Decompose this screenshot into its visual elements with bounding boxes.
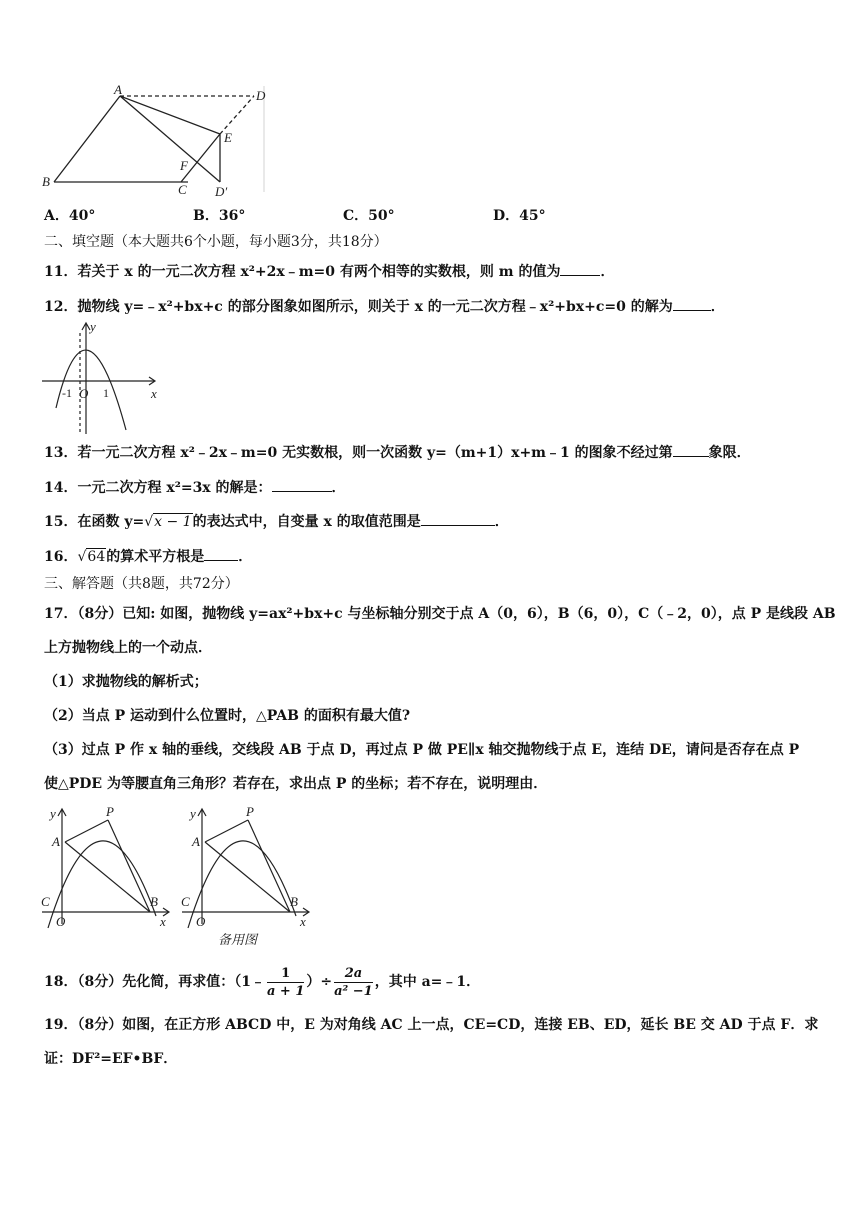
question-12 xyxy=(44,296,725,317)
q18-fraction-2 xyxy=(334,965,373,1000)
q18-pre: 18．（8分）先化简，再求值：（1﹣ xyxy=(44,974,265,990)
label-d: D xyxy=(256,88,266,103)
fig17-o: O xyxy=(56,914,66,929)
option-b: B．36° xyxy=(193,208,246,224)
fig17b-y: y xyxy=(190,806,196,821)
question-13 xyxy=(44,442,751,463)
q13-text: 13．若一元二次方程 x²﹣2x﹣m=0 无实数根，则一次函数 y=（m+1）x+m﹣1 的图象不经过第 xyxy=(44,445,673,461)
q16-blank xyxy=(204,546,238,561)
figure-q17-main xyxy=(38,800,178,935)
fig17b-o: O xyxy=(196,914,206,929)
q16-radicand: 64 xyxy=(87,549,106,565)
q18-f1-num: 1 xyxy=(267,965,304,983)
fig17-y: y xyxy=(50,806,56,821)
figure-q17-spare xyxy=(178,800,318,950)
section-answer-heading: 三、解答题（共8题，共72分） xyxy=(44,576,239,592)
q17-part3-line2: 使△PDE 为等腰直角三角形？若存在，求出点 P 的坐标；若不存在，说明理由． xyxy=(44,776,548,792)
fig17b-b: B xyxy=(290,894,298,909)
label-c: C xyxy=(178,182,187,197)
q16-number: 16． xyxy=(44,549,78,565)
q17-line2: 上方抛物线上的一个动点． xyxy=(44,640,212,656)
q12-end: ． xyxy=(710,299,725,315)
fig17-b: B xyxy=(150,894,158,909)
fig12-y: y xyxy=(90,319,96,334)
q15-pre: 15．在函数 y= xyxy=(44,514,145,530)
fig12-one: 1 xyxy=(103,386,109,400)
q16-post: 的算术平方根是 xyxy=(106,549,205,565)
fig17-p: P xyxy=(106,804,114,819)
question-18 xyxy=(44,962,480,1002)
fig17-c: C xyxy=(41,894,50,909)
figure-q12 xyxy=(38,318,168,438)
q18-post: ，其中 a=﹣1． xyxy=(374,974,481,990)
section-fill-in-heading: 二、填空题（本大题共6个小题，每小题3分，共18分） xyxy=(44,234,388,250)
question-16: 16．√64的算术平方根是 ． xyxy=(44,546,252,567)
fig17b-x: x xyxy=(300,914,306,929)
q12-blank xyxy=(673,296,711,311)
fig17b-c: C xyxy=(181,894,190,909)
figure-q10 xyxy=(38,82,270,200)
q15-radicand: x − 1 xyxy=(154,514,192,530)
q18-f1-den: a + 1 xyxy=(266,983,305,999)
label-e: E xyxy=(224,130,232,145)
fig17b-a: A xyxy=(192,834,200,849)
q16-end: ． xyxy=(238,549,253,565)
q12-text: 12．抛物线 y=﹣x²+bx+c 的部分图象如图所示，则关于 x 的一元二次方程﹣x²+bx+c=0 的解为 xyxy=(44,299,673,315)
fig17-caption: 备用图 xyxy=(218,932,258,947)
question-15: 15．在函数 y=√x − 1的表达式中，自变量 x 的取值范围是 ． xyxy=(44,511,509,532)
question-11 xyxy=(44,261,614,282)
label-f: F xyxy=(180,158,188,173)
q19-line1: 19．（8分）如图，在正方形 ABCD 中，E 为对角线 AC 上一点，CE=CD，连接 EB、ED，延长 BE 交 AD 于点 F．求 xyxy=(44,1017,819,1033)
fig12-minus-one: -1 xyxy=(62,386,72,400)
q11-text: 11．若关于 x 的一元二次方程 x²+2x﹣m=0 有两个相等的实数根，则 m 的值为 xyxy=(44,264,561,280)
q17-part1: （1）求抛物线的解析式； xyxy=(44,674,208,690)
q15-blank xyxy=(421,511,495,526)
fig12-x: x xyxy=(151,386,157,401)
q18-f2-den: a² −1 xyxy=(334,983,373,999)
fig17-x: x xyxy=(160,914,166,929)
q18-mid: ）÷ xyxy=(306,974,333,990)
q11-end: ． xyxy=(600,264,615,280)
q19-line2: 证：DF²=EF•BF． xyxy=(44,1051,178,1067)
fig12-origin: O xyxy=(79,386,89,401)
fig17b-p: P xyxy=(246,804,254,819)
q17-part3-line1: （3）过点 P 作 x 轴的垂线，交线段 AB 于点 D，再过点 P 做 PE∥x 轴交抛物线于点 E，连结 DE，请问是否存在点 P xyxy=(44,742,800,758)
q13-end: 象限． xyxy=(708,445,751,461)
q18-fraction-1 xyxy=(267,965,304,1000)
label-a: A xyxy=(114,82,122,97)
question-14 xyxy=(44,477,346,498)
fig17-a: A xyxy=(52,834,60,849)
option-d: D．45° xyxy=(493,208,546,224)
q15-post: 的表达式中，自变量 x 的取值范围是 xyxy=(192,514,421,530)
q18-f2-num: 2a xyxy=(334,965,373,983)
label-b: B xyxy=(42,174,50,189)
q11-blank xyxy=(560,261,600,276)
q13-blank xyxy=(673,442,709,457)
q14-text: 14．一元二次方程 x²=3x 的解是： xyxy=(44,480,272,496)
q17-line1: 17．（8分）已知: 如图，抛物线 y=ax²+bx+c 与坐标轴分别交于点 A（0，6），B（6，0），C（﹣2，0），点 P 是线段 AB xyxy=(44,606,836,622)
q17-part2: （2）当点 P 运动到什么位置时，△PAB 的面积有最大值? xyxy=(44,708,411,724)
q14-end: ． xyxy=(331,480,346,496)
option-c: C．50° xyxy=(343,208,395,224)
option-a: A．40° xyxy=(44,208,96,224)
label-d-prime: D′ xyxy=(215,184,228,199)
q15-end: ． xyxy=(494,514,509,530)
q14-blank xyxy=(272,477,332,492)
